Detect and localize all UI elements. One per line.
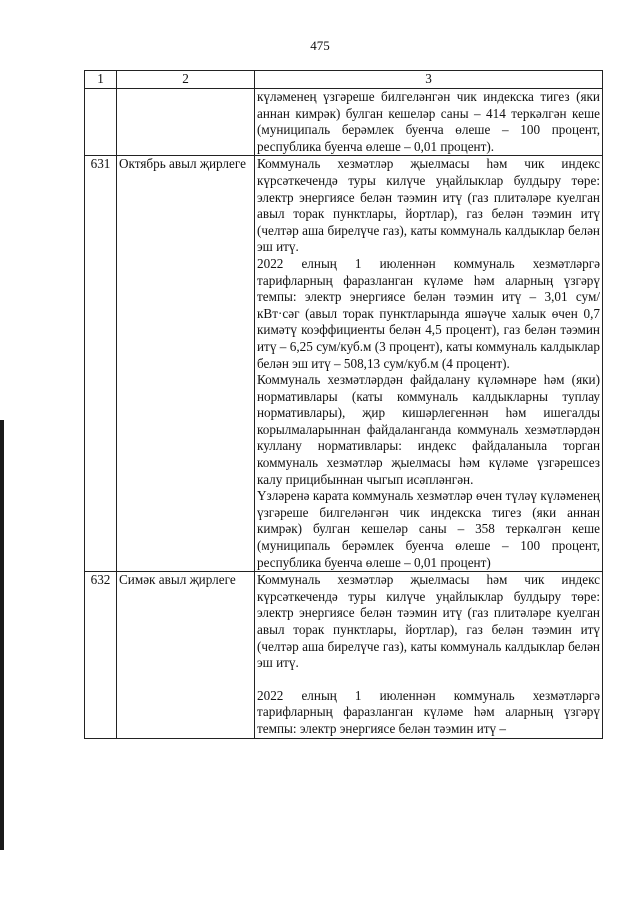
table-row-632 — [85, 572, 603, 738]
row-number-cell — [85, 89, 117, 156]
description-paragraph: күләменең үзгәреше билгеләнгән чик индекска тигез (яки аннан кимрәк) булган кешеләр саны – 414 теркәлгән кеше (муниципаль берәмлек буенча өлеше – 100 процент, республика буенча өлеше – 0,01 процент). — [257, 89, 600, 154]
description-paragraph: Коммуналь хезмәтләрдән файдалану күләмнәре һәм (яки) нормативлары (каты коммуналь калдыкларны туплау нормативлары), җир кишәрлегеннән һәм ишегалды корылмаларыннан файдаланганда коммуналь хезмәтләрдән куллану нормативлары: индекс файдаланыла торган коммуналь хезмәтләр җыелмасы һәм күләме үзгәрешсез калу прицибыннан чыгып исәпләнгән. — [257, 372, 600, 487]
description-cell — [255, 156, 603, 572]
description-paragraph: Үзләренә карата коммуналь хезмәтләр өчен түләү күләменең үзгәреше билгеләнгән чик индекска тигез (яки аннан кимрәк) булган кешеләр саны – 358 теркәлгән кеше (муниципаль берәмлек буенча өлеше – 100 процент, республика буенча өлеше – 0,01 процент) — [257, 488, 600, 570]
description-paragraph: Коммуналь хезмәтләр җыелмасы һәм чик индекс күрсәткечендә туры килүче уңайлыклар булдыру төре: электр энергиясе белән тәэмин итү (газ плитәләре куелган авыл торак пунктлары, йортлар), газ белән тәэмин итү (челтәр аша бирелүче газ), каты коммуналь калдыклар белән эш итү. — [257, 572, 600, 671]
table-row-continuation — [85, 89, 603, 156]
row-number-cell: 631 — [85, 156, 117, 572]
description-cell — [255, 89, 603, 156]
table-row-631 — [85, 156, 603, 572]
column-header-1: 1 — [85, 71, 117, 89]
page-number: 475 — [310, 38, 330, 53]
column-header-2: 2 — [117, 71, 255, 89]
table-header-row — [85, 71, 603, 89]
description-cell — [255, 572, 603, 738]
row-number-cell: 632 — [85, 572, 117, 738]
description-paragraph: 2022 елның 1 июленнән коммуналь хезмәтләргә тарифларның фаразланган күләме һәм аларның үзгәрү темпы: электр энергиясе белән тәэмин итү – 3,01 сум/кВт·сәг (авыл торак пунктларында яшәүче халык өчен 0,7 кимәтү коэффициенты белән 4,5 процент), газ белән тәэмин итү – 6,25 сум/куб.м (3 процент), каты коммуналь калдыклар белән эш итү – 508,13 сум/куб.м (4 процент). — [257, 255, 600, 371]
scan-edge-mark — [0, 420, 4, 850]
settlement-name-cell: Симәк авыл җирлеге — [117, 572, 255, 738]
description-paragraph: Коммуналь хезмәтләр җыелмасы һәм чик индекс күрсәткечендә туры килүче уңайлыклар булдыру төре: электр энергиясе белән тәэмин итү (газ плитәләре куелган авыл торак пунктлары, йортлар), газ белән тәэмин итү (челтәр аша бирелүче газ), каты коммуналь калдыклар белән эш итү. — [257, 156, 600, 255]
description-paragraph: 2022 елның 1 июленнән коммуналь хезмәтләргә тарифларның фаразланган күләме һәм аларның үзгәрү темпы: электр энергиясе белән тәэмин итү – — [257, 687, 600, 736]
data-table — [84, 70, 603, 739]
settlement-name-cell: Октябрь авыл җирлеге — [117, 156, 255, 572]
paragraph-spacer — [257, 672, 600, 688]
settlement-name-cell — [117, 89, 255, 156]
column-header-3: 3 — [255, 71, 603, 89]
